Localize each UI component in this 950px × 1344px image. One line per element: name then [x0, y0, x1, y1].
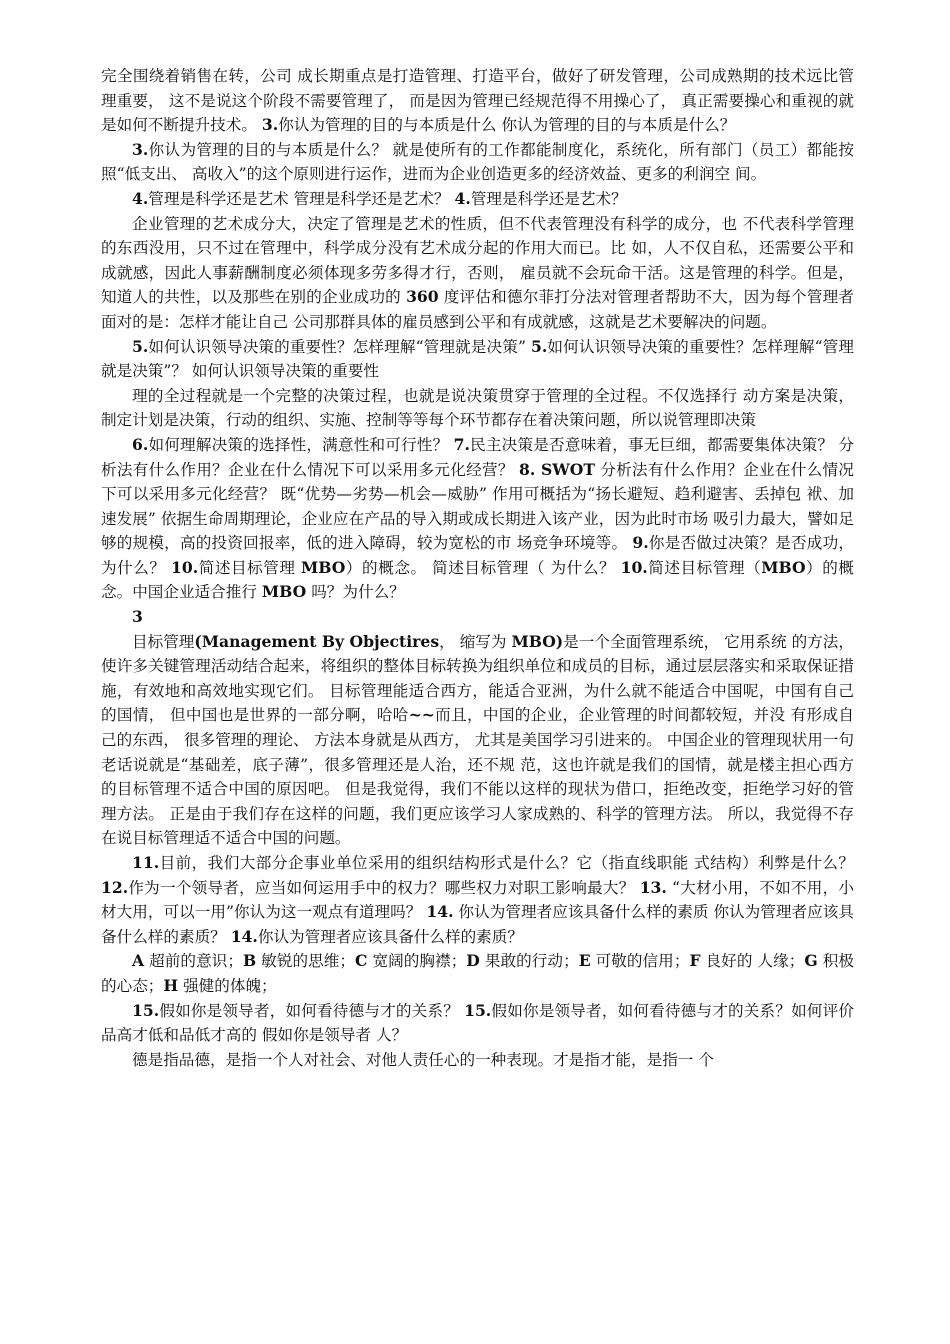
- bold-text-run: 11.: [132, 853, 160, 872]
- bold-text-run: MBO): [511, 631, 564, 651]
- bold-text-run: MBO: [761, 557, 806, 577]
- bold-text-run: 5.: [132, 336, 149, 356]
- bold-text-run: 360: [406, 287, 439, 307]
- text-run: 敏锐的思维；: [256, 952, 356, 971]
- text-run: 假如你是领导者，如何看待德与才的关系？如何评价品高才低和品低才高的 假如你是领导者 人？: [101, 1001, 854, 1045]
- bold-text-run: 10.: [620, 557, 648, 577]
- bold-text-run: 15.: [132, 1000, 160, 1020]
- text-run: “大材小用，不如不用，小材大用，可以一用”你认为这一观点有道理吗？: [101, 878, 854, 922]
- bold-text-run: B: [242, 951, 257, 971]
- text-run: 你认为管理的目的与本质是什么？ 就是使所有的工作都能制度化，系统化，所有部门（员工）都能按照“低支出、 高收入”的这个原则进行运作，进而为企业创造更多的经济效益、更多的利润空 间。: [101, 140, 854, 184]
- text-run: 如何理解决策的选择性，满意性和可行性？: [148, 435, 454, 454]
- bold-text-run: C: [355, 951, 368, 971]
- bold-text-run: ~~: [408, 705, 435, 725]
- bold-text-run: G: [804, 951, 818, 971]
- text-run: 理的全过程就是一个完整的决策过程，也就是说决策贯穿于管理的全过程。不仅选择行 动方案是决策，制定计划是决策，行动的组织、实施、控制等等每个环节都存在着决策问题，所以说管理即决策: [101, 386, 854, 430]
- text-run: 超前的意识；: [144, 952, 243, 971]
- text-run: 完全围绕着销售在转，公司 成长期重点是打造管理、打造平台，做好了研发管理，公司成熟期的技术远比管 理重要， 这不是说这个阶段不需要管理了， 而是因为管理已经规范得不用操心了， 真正需要操心和重视的就是如何不断提升技术。: [101, 67, 854, 135]
- text-run: 简述目标管理（: [647, 558, 762, 577]
- text-run: ， 缩写为: [439, 632, 512, 651]
- text-run: 而且，中国的企业，企业管理的时间都较短，并没 有形成自己的东西， 很多管理的理论、 方法本身就是从西方， 尤其是美国学习引进来的。 中国企业的管理现状用一句老话说就是“基础差，底子薄”，很多管理还是人治，还不规 范，这也许就是我们的国情，就是楼主担心西方的目标管理不适合中国的原因吧。 但是我觉得，我们不能以这样的现状为借口，拒绝改变，拒绝学习好的管理方法。 正是由于我们存在这样的问题，我们更应该学习人家成熟的、科学的管理方法。 所以，我觉得不存在说目标管理适不适合中国的问题。: [101, 706, 854, 848]
- text-run: ）的概念。 简述目标管理（ 为什么？: [345, 558, 621, 577]
- bold-text-run: A: [132, 951, 145, 971]
- bold-text-run: 4.: [132, 188, 149, 208]
- text-run: 吗？为什么？: [306, 583, 405, 602]
- paragraph: [101, 999, 854, 1048]
- text-run: 民主决策是否意味着，事无巨细，都需要集体决策？ 分析法有什么作用？企业在什么情况下可以采用多元化经营？: [101, 435, 854, 479]
- bold-text-run: 7.: [453, 434, 470, 454]
- text-run: 你认为管理者应该具备什么样的素质 你认为管理者应该具备什么样的素质？: [101, 903, 854, 946]
- text-run: 你是否做过决策？是否成功，为什么？: [101, 534, 854, 577]
- text-run: 果敢的行动；: [479, 952, 579, 971]
- text-run: 目前，我们大部分企事业单位采用的组织结构形式是什么？它（指直线职能 式结构）利弊是什么？: [159, 854, 854, 872]
- text-run: 你认为管理的目的与本质是什么 你认为管理的目的与本质是什么？: [278, 116, 736, 135]
- text-run: 管理是科学还是艺术？: [470, 189, 627, 208]
- text-run: 强健的体魄；: [178, 976, 277, 995]
- bold-text-run: F: [689, 951, 701, 971]
- bold-text-run: MBO: [261, 582, 307, 602]
- text-run: 积极的心态；: [101, 952, 854, 995]
- bold-text-run: 6.: [132, 434, 149, 454]
- bold-text-run: 5.: [531, 336, 548, 356]
- bold-text-run: 15.: [464, 1000, 492, 1020]
- bold-text-run: 13.: [639, 877, 667, 897]
- text-run: 良好的 人缘；: [700, 952, 805, 971]
- bold-text-run: 14.: [230, 926, 258, 946]
- paragraph: [101, 138, 854, 187]
- bold-text-run: 9.: [632, 533, 649, 553]
- bold-text-run: MBO: [301, 557, 346, 577]
- text-run: 是一个全面管理系统， 它用系统 的方法，使许多关键管理活动结合起来，将组织的整体目标转换为组织单位和成员的目标，通过层层落实和采取保证措施，有效地和高效地实现它们。 目标管理能适合西方，能适合亚洲，为什么就不能适合中国呢，中国有自己的国情， 但中国也是世界的一部分啊，哈哈: [101, 632, 854, 725]
- bold-text-run: E: [578, 951, 591, 971]
- paragraph: [101, 64, 854, 138]
- text-run: 企业管理的艺术成分大，决定了管理是艺术的性质，但不代表管理没有科学的成分，也 不代表科学管理的东西没用，只不过在管理中，科学成分没有艺术成分起的作用大而已。比 如，人不仅自私，还需要公平和成就感，因此人事薪酬制度必须体现多劳多得才行，否则， 雇员就不会玩命干活。这是管理的科学。但是，知道人的共性，以及那些在别的企业成功的: [101, 214, 854, 307]
- bold-text-run: 4.: [454, 188, 471, 208]
- paragraph: [101, 605, 854, 630]
- paragraph: [101, 335, 854, 384]
- bold-text-run: 8. SWOT: [519, 459, 595, 479]
- text-run: 简述目标管理: [198, 558, 302, 577]
- bold-text-run: 3: [132, 607, 143, 627]
- bold-text-run: D: [466, 951, 480, 971]
- bold-text-run: (Management By Objectires: [194, 631, 440, 651]
- text-run: 假如你是领导者，如何看待德与才的关系？: [159, 1001, 465, 1020]
- text-run: 德是指品德，是指一个人对社会、对他人责任心的一种表现。才是指才能，是指一 个: [132, 1050, 714, 1069]
- text-run: 如何认识领导决策的重要性？怎样理解“管理就是决策”？ 如何认识领导决策的重要性: [101, 337, 854, 381]
- bold-text-run: 3.: [132, 139, 149, 159]
- text-run: 目标管理: [132, 632, 195, 651]
- text-run: 宽阔的胸襟；: [367, 952, 467, 971]
- paragraph: [101, 1048, 854, 1073]
- bold-text-run: 3.: [261, 115, 279, 135]
- text-run: ）的概念。中国企业适合推行: [101, 558, 854, 602]
- text-run: 分析法有什么作用？企业在什么情况下可以采用多元化经营？ 既“优势—劣势—机会—威胁” 作用可概括为“扬长避短、趋利避害、丢掉包 袱、加速发展” 依据生命周期理论，企业应在产品的导入期或成长期进入该产业，因为此时市场 吸引力最大，譬如足够的规模，高的投资回报率，低的进入障碍，较为宽松的市 场竞争环境等。: [101, 460, 854, 553]
- text-run: 作为一个领导者，应当如何运用手中的权力？哪些权力对职工影响最大？: [128, 878, 640, 897]
- bold-text-run: 10.: [171, 557, 199, 577]
- paragraph: [101, 384, 854, 433]
- paragraph: [101, 433, 854, 605]
- paragraph: [101, 949, 854, 998]
- paragraph: [101, 187, 854, 212]
- text-run: 你认为管理者应该具备什么样的素质？: [257, 927, 523, 946]
- text-run: 可敬的信用；: [590, 952, 690, 971]
- paragraph: [101, 851, 854, 949]
- bold-text-run: 12.: [101, 877, 129, 897]
- bold-text-run: H: [163, 975, 179, 995]
- text-run: 如何认识领导决策的重要性？怎样理解“管理就是决策”: [148, 337, 532, 356]
- text-run: 度评估和德尔菲打分法对管理者帮助不大，因为每个管理者面对的是：怎样才能让自己 公司那群具体的雇员感到公平和有成就感，这就是艺术要解决的问题。: [101, 288, 854, 331]
- text-run: 管理是科学还是艺术 管理是科学还是艺术？: [148, 189, 455, 208]
- paragraph: [101, 630, 854, 851]
- bold-text-run: 14.: [426, 902, 454, 922]
- paragraph: [101, 212, 854, 335]
